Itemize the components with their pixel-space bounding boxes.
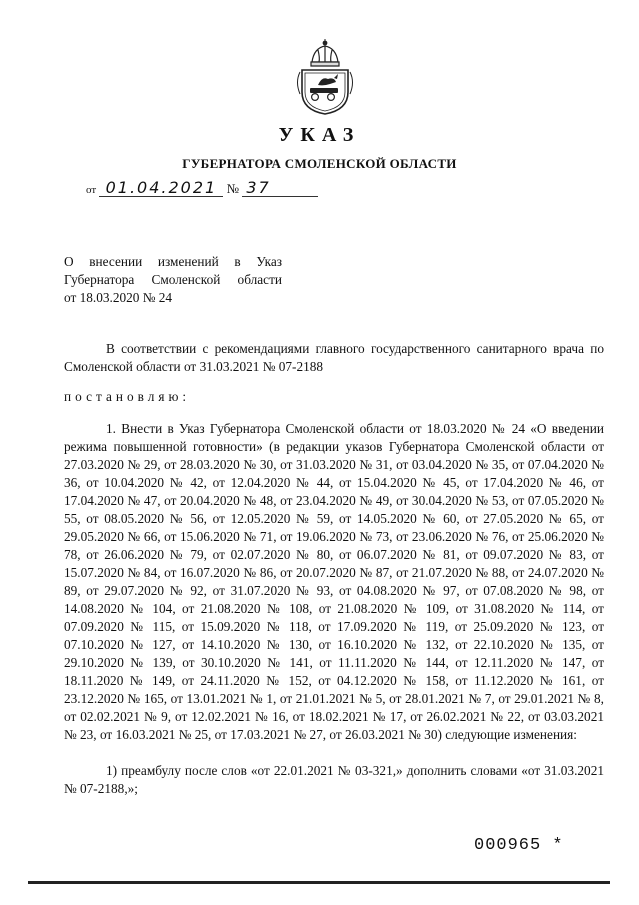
date-label: от	[86, 184, 97, 196]
item-1-subitem-1-paragraph: 1) преамбулу после слов «от 22.01.2021 № 03-321,» дополнить словами «от 31.03.2021 № 07-2188,»;	[64, 763, 604, 796]
serial-number-stamp: 000965 *	[474, 836, 564, 855]
smolensk-coat-of-arms-icon	[294, 38, 356, 116]
page-bottom-rule	[28, 881, 610, 884]
subject-line-1: О внесении изменений в Указ	[64, 254, 282, 269]
preamble-paragraph: В соответствии с рекомендациями главного государственного санитарного врача по Смоленской области от 31.03.2021 № 07-2188	[64, 341, 604, 374]
subject-line-2: Губернатора Смоленской области	[64, 272, 282, 287]
document-title: УКАЗ	[278, 124, 361, 146]
document-subtitle: ГУБЕРНАТОРА СМОЛЕНСКОЙ ОБЛАСТИ	[182, 156, 457, 171]
document-date: 01.04.2021	[99, 180, 223, 197]
decree-word: постановляю:	[64, 389, 191, 404]
document-date-line	[86, 180, 318, 197]
subject-line-3: от 18.03.2020 № 24	[64, 290, 173, 305]
document-number: 37	[242, 180, 318, 197]
item-1-paragraph: 1. Внести в Указ Губернатора Смоленской области от 18.03.2020 № 24 «О введении режима повышенной готовности» (в редакции указов Губернатора Смоленской области от 27.03.2020 № 29, от 28.03.2020 № 30, от 31.03.2020 № 31, от 03.04.2020 № 35, от 07.04.2020 № 36, от 10.04.2020 № 42, от 12.04.2020 № 44, от 15.04.2020 № 45, от 17.04.2020 № 46, от 17.04.2020 № 47, от 20.04.2020 № 48, от 23.04.2020 № 49, от 30.04.2020 № 53, от 07.05.2020 № 55, от 08.05.2020 № 56, от 12.05.2020 № 59, от 14.05.2020 № 60, от 27.05.2020 № 65, от 29.05.2020 № 66, от 15.06.2020 № 71, от 19.06.2020 № 73, от 23.06.2020 № 76, от 25.06.2020 № 78, от 26.06.2020 № 79, от 02.07.2020 № 80, от 06.07.2020 № 81, от 09.07.2020 № 83, от 15.07.2020 № 84, от 16.07.2020 № 86, от 20.07.2020 № 87, от 21.07.2020 № 88, от 24.07.2020 № 89, от 29.07.2020 № 92, от 31.07.2020 № 93, от 04.08.2020 № 97, от 07.08.2020 № 98, от 14.08.2020 № 104, от 21.08.2020 № 108, от 21.08.2020 № 109, от 31.08.2020 № 114, от 07.09.2020 № 115, от 15.09.2020 № 118, от 17.09.2020 № 119, от 25.09.2020 № 123, от 07.10.2020 № 127, от 14.10.2020 № 130, от 16.10.2020 № 132, от 22.10.2020 № 135, от 29.10.2020 № 139, от 30.10.2020 № 141, от 11.11.2020 № 144, от 12.11.2020 № 147, от 18.11.2020 № 149, от 24.11.2020 № 152, от 04.12.2020 № 158, от 11.12.2020 № 161, от 23.12.2020 № 165, от 13.01.2021 № 1, от 21.01.2021 № 5, от 28.01.2021 № 7, от 29.01.2021 № 8, от 02.02.2021 № 9, от 12.02.2021 № 16, от 18.02.2021 № 17, от 26.02.2021 № 22, от 03.03.2021 № 23, от 16.03.2021 № 25, от 17.03.2021 № 27, от 26.03.2021 № 30) следующие изменения:	[64, 421, 604, 742]
number-label: №	[226, 181, 240, 196]
document-subject	[64, 253, 282, 307]
